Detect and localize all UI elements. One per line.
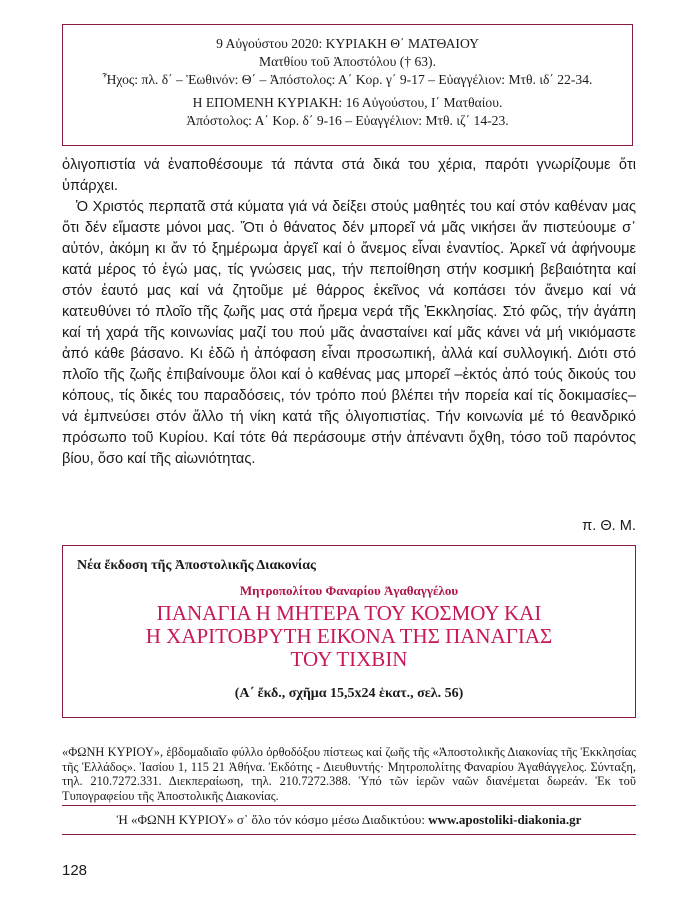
book-title-line: ΤΟΥ ΤΙΧΒΙΝ — [290, 647, 408, 671]
next-readings-line: Ἀπόστολος: Α΄ Κορ. δ΄ 9-16 – Εὐαγγέλιον: Μτθ. ιζ΄ 14-23. — [186, 113, 509, 128]
saint-line: Ματθίου τοῦ Ἀποστόλου († 63). — [259, 54, 436, 69]
website-link[interactable]: www.apostoliki-diakonia.gr — [428, 812, 582, 827]
sermon-article — [62, 155, 636, 470]
article-paragraph: ὀλιγοπιστία νά ἐναποθέσουμε τά πάντα στά δικά του χέρια, παρότι γνωρίζουμε ὅτι ὑπάρχει. — [62, 157, 636, 194]
announcement-heading: Νέα ἔκδοση τῆς Ἀποστολικῆς Διακονίας — [77, 558, 316, 573]
divider — [62, 834, 636, 835]
author-signature: π. Θ. Μ. — [582, 518, 636, 534]
sunday-date-line: 9 Αὐγούστου 2020: ΚΥΡΙΑΚΗ Θ΄ ΜΑΤΘΑΙΟΥ — [216, 36, 479, 51]
book-title-line: Η ΧΑΡΙΤΟΒΡΥΤΗ ΕΙΚΟΝΑ ΤΗΣ ΠΑΝΑΓΙΑΣ — [145, 624, 553, 648]
article-paragraph: Ὁ Χριστός περπατᾶ στά κύματα γιά νά δείξει στούς μαθητές του καί στόν καθέναν μας ὅτι δέν εἴμαστε μόνοι μας. Ὅτι ὁ θάνατος δέν μπορεῖ νά μᾶς νικήσει ἄν πιστεύουμε σ᾽ αὐτόν, ἀκόμη κι ἄν τό ξημέρωμα ἀργεῖ καί ὁ ἄνεμος εἶναι ἐναντίος. Ἀρκεῖ νά ἀφήνουμε κατά μέρος τό ἐγώ μας, τίς γνώσεις μας, τήν πεποίθηση στήν κοσμική βεβαιότητα καί στόν ἑαυτό μας καί νά ζητοῦμε μέ θάρρος ἐκεῖνος νά κοπάσει τόν ἄνεμο καί νά κατευθύνει τό πλοῖο τῆς ζωῆς μας στά ἤρεμα νερά τῆς Ἐκκλησίας. Στό φῶς, τήν ἀγάπη καί τή χαρά τῆς κοινωνίας μαζί του πού μᾶς ἀνασταίνει καί μᾶς κάνει νά μή νικιόμαστε ἀπό κάθε βάσανο. Κι ἐδῶ ἡ ἀπόφαση εἶναι προσωπική, ἀλλά καί συλλογική. Διότι στό πλοῖο τῆς ζωῆς ἐπιβαίνουμε ὅλοι καί ὁ καθένας μας μπορεῖ –ἐκτός ἀπό τούς δικούς του κόπους, τίς δικές του παραδόσεις, τόν τρόπο πού βλέπει τήν πορεία καί τίς δοκιμασίες– νά ἐμπνεύσει στόν ἄλλο τή νίκη κατά τῆς ὀλιγοπιστίας. Τήν κοινωνία μέ τό θεανδρικό πρόσωπο τοῦ Κυρίου. Καί τότε θά περάσουμε στήν ἀπέναντι ὄχθη, τόσο τοῦ παρόντος βίου, ὅσο καί τῆς αἰωνιότητας. — [62, 199, 636, 467]
website-line — [62, 812, 636, 828]
page-number: 128 — [62, 862, 88, 879]
liturgical-calendar-box — [62, 24, 633, 146]
publication-colophon: «ΦΩΝΗ ΚΥΡΙΟΥ», ἑβδομαδιαῖο φύλλο ὀρθοδόξου πίστεως καί ζωῆς τῆς «Ἀποστολικῆς Διακονίας τῆς Ἐκκλησίας τῆς Ἑλλάδος». Ἰασίου 1, 115 21 Ἀθήνα. Ἐκδότης - Διευθυντής· Μητροπολίτης Φαναρίου Ἀγαθάγγελος. Σύνταξη, τηλ. 210.7272.331. Διεκπεραίωση, τηλ. 210.7272.388. Ὑπό τῶν ἱερῶν ναῶν διανέμεται δωρεάν. Ἐκ τοῦ Τυπογραφείου τῆς Ἀποστολικῆς Διακονίας. — [62, 745, 636, 803]
readings-line: Ἦχος: πλ. δ΄ – Ἑωθινόν: Θ΄ – Ἀπόστολος: Α΄ Κορ. γ΄ 9-17 – Εὐαγγέλιον: Μτθ. ιδ΄ 22-34. — [102, 72, 593, 87]
website-prefix: Ἡ «ΦΩΝΗ ΚΥΡΙΟΥ» σ᾽ ὅλο τόν κόσμο μέσω Διαδικτύου: — [116, 812, 429, 827]
book-title-line: ΠΑΝΑΓΙΑ Η ΜΗΤΕΡΑ ΤΟΥ ΚΟΣΜΟΥ ΚΑΙ — [156, 601, 542, 625]
next-sunday-line: Η ΕΠΟΜΕΝΗ ΚΥΡΙΑΚΗ: 16 Αὐγούστου, Ι΄ Ματθαίου. — [192, 95, 503, 110]
divider — [62, 805, 636, 806]
book-title — [63, 602, 635, 671]
book-details: (Α΄ ἔκδ., σχῆμα 15,5x24 ἑκατ., σελ. 56) — [234, 686, 464, 701]
book-announcement-box — [62, 545, 636, 718]
book-author: Μητροπολίτου Φαναρίου Ἀγαθαγγέλου — [239, 583, 459, 598]
